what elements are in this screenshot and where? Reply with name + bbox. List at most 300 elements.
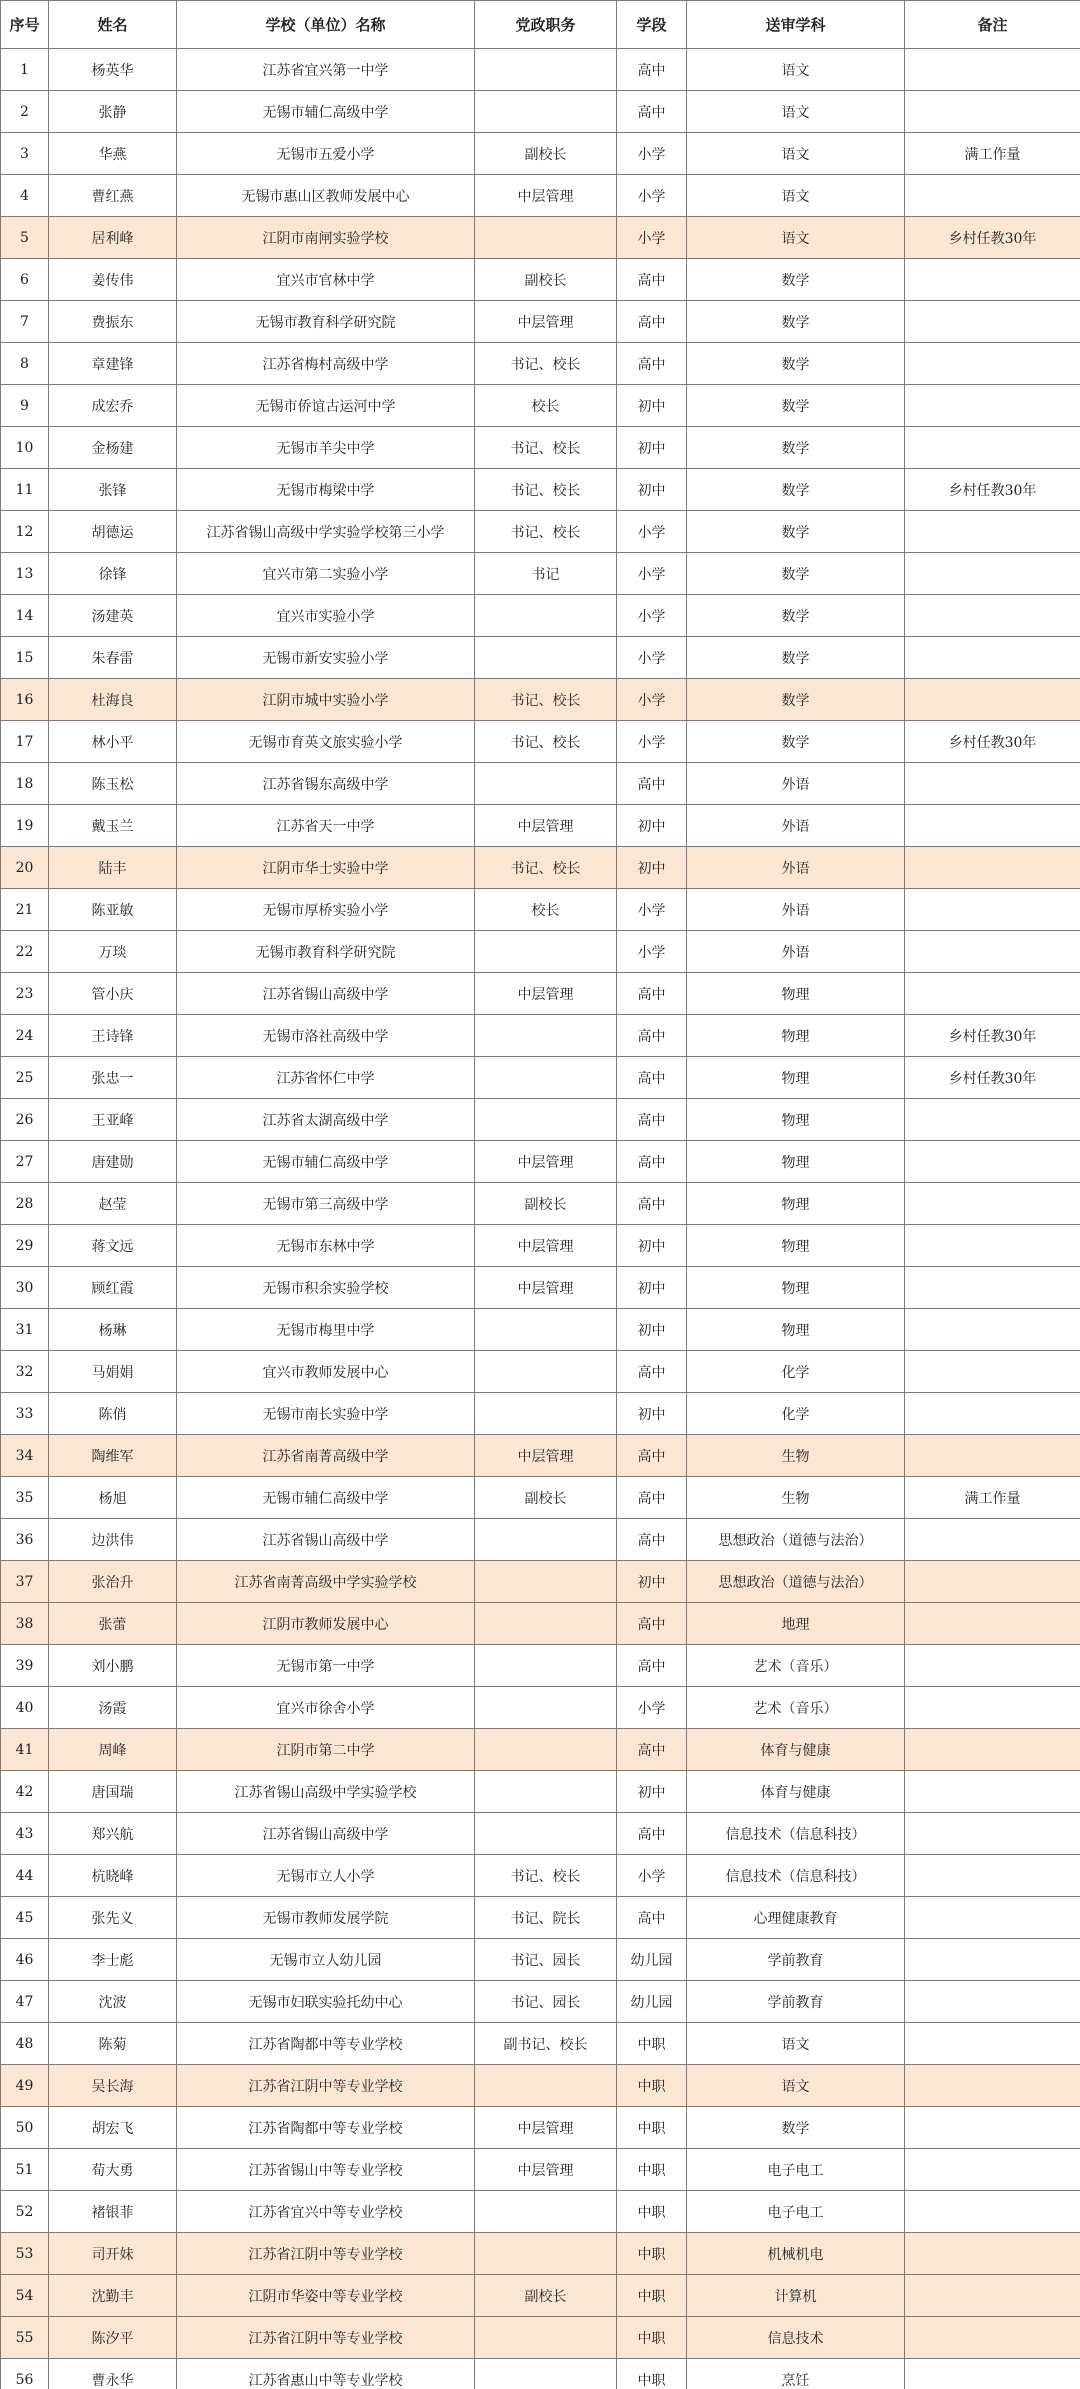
cell-post: 书记、校长 — [475, 847, 617, 889]
cell-no: 40 — [1, 1687, 49, 1729]
cell-no: 7 — [1, 301, 49, 343]
cell-school: 无锡市教育科学研究院 — [177, 931, 475, 973]
cell-note — [905, 427, 1080, 469]
cell-no: 27 — [1, 1141, 49, 1183]
cell-note — [905, 259, 1080, 301]
cell-stage: 小学 — [617, 133, 687, 175]
cell-post: 书记、校长 — [475, 427, 617, 469]
cell-no: 26 — [1, 1099, 49, 1141]
cell-subject: 外语 — [687, 763, 905, 805]
cell-no: 49 — [1, 2065, 49, 2107]
cell-subject: 语文 — [687, 49, 905, 91]
cell-school: 江苏省江阴中等专业学校 — [177, 2233, 475, 2275]
table-row — [1, 1267, 1080, 1309]
cell-name: 曹红燕 — [49, 175, 177, 217]
cell-no: 41 — [1, 1729, 49, 1771]
cell-note: 乡村任教30年 — [905, 1057, 1080, 1099]
cell-note — [905, 1141, 1080, 1183]
table-row — [1, 2107, 1080, 2149]
cell-stage: 高中 — [617, 1477, 687, 1519]
table-row — [1, 1183, 1080, 1225]
table-row — [1, 1141, 1080, 1183]
cell-stage: 小学 — [617, 511, 687, 553]
cell-name: 唐建勋 — [49, 1141, 177, 1183]
cell-name: 顾红霞 — [49, 1267, 177, 1309]
cell-name: 朱春雷 — [49, 637, 177, 679]
cell-school: 无锡市南长实验中学 — [177, 1393, 475, 1435]
header-note: 备注 — [905, 1, 1080, 49]
cell-name: 杨琳 — [49, 1309, 177, 1351]
table-row — [1, 133, 1080, 175]
cell-note — [905, 2233, 1080, 2275]
table-row — [1, 1645, 1080, 1687]
cell-stage: 高中 — [617, 91, 687, 133]
table-row — [1, 1099, 1080, 1141]
cell-note — [905, 847, 1080, 889]
cell-no: 14 — [1, 595, 49, 637]
cell-stage: 高中 — [617, 1183, 687, 1225]
cell-note: 乡村任教30年 — [905, 469, 1080, 511]
cell-note — [905, 343, 1080, 385]
cell-school: 宜兴市徐舍小学 — [177, 1687, 475, 1729]
cell-post: 副校长 — [475, 259, 617, 301]
cell-school: 无锡市五爱小学 — [177, 133, 475, 175]
table-row — [1, 553, 1080, 595]
cell-note — [905, 1309, 1080, 1351]
cell-no: 20 — [1, 847, 49, 889]
cell-post: 副校长 — [475, 133, 617, 175]
table-row — [1, 511, 1080, 553]
cell-stage: 幼儿园 — [617, 1981, 687, 2023]
cell-subject: 信息技术（信息科技） — [687, 1855, 905, 1897]
cell-name: 沈勤丰 — [49, 2275, 177, 2317]
cell-name: 张忠一 — [49, 1057, 177, 1099]
cell-stage: 高中 — [617, 1015, 687, 1057]
table-row — [1, 1393, 1080, 1435]
cell-post: 校长 — [475, 889, 617, 931]
cell-school: 无锡市东林中学 — [177, 1225, 475, 1267]
cell-school: 江苏省锡山中等专业学校 — [177, 2149, 475, 2191]
cell-stage: 初中 — [617, 385, 687, 427]
cell-school: 无锡市育英文旅实验小学 — [177, 721, 475, 763]
cell-stage: 中职 — [617, 2275, 687, 2317]
cell-subject: 数学 — [687, 385, 905, 427]
cell-school: 江阴市华姿中等专业学校 — [177, 2275, 475, 2317]
table-row — [1, 1603, 1080, 1645]
cell-subject: 数学 — [687, 427, 905, 469]
table-row — [1, 2023, 1080, 2065]
cell-school: 无锡市新安实验小学 — [177, 637, 475, 679]
cell-name: 杨英华 — [49, 49, 177, 91]
cell-stage: 中职 — [617, 2023, 687, 2065]
cell-school: 无锡市惠山区教师发展中心 — [177, 175, 475, 217]
cell-subject: 机械机电 — [687, 2233, 905, 2275]
cell-post — [475, 1561, 617, 1603]
cell-note — [905, 805, 1080, 847]
cell-post: 中层管理 — [475, 301, 617, 343]
cell-name: 胡德运 — [49, 511, 177, 553]
cell-no: 10 — [1, 427, 49, 469]
cell-post: 书记、校长 — [475, 679, 617, 721]
table-row — [1, 1309, 1080, 1351]
cell-post — [475, 217, 617, 259]
cell-note — [905, 931, 1080, 973]
cell-stage: 中职 — [617, 2149, 687, 2191]
cell-note — [905, 301, 1080, 343]
cell-name: 刘小鹏 — [49, 1645, 177, 1687]
cell-name: 金杨建 — [49, 427, 177, 469]
cell-subject: 语文 — [687, 2065, 905, 2107]
cell-school: 江苏省陶都中等专业学校 — [177, 2107, 475, 2149]
table-row — [1, 1939, 1080, 1981]
cell-school: 无锡市辅仁高级中学 — [177, 1477, 475, 1519]
cell-subject: 数学 — [687, 2107, 905, 2149]
table-row — [1, 427, 1080, 469]
cell-subject: 信息技术 — [687, 2317, 905, 2359]
cell-no: 47 — [1, 1981, 49, 2023]
cell-stage: 中职 — [617, 2233, 687, 2275]
cell-no: 24 — [1, 1015, 49, 1057]
cell-name: 戴玉兰 — [49, 805, 177, 847]
cell-no: 2 — [1, 91, 49, 133]
cell-post — [475, 1519, 617, 1561]
table-row — [1, 847, 1080, 889]
cell-no: 12 — [1, 511, 49, 553]
cell-school: 江苏省锡山高级中学实验学校第三小学 — [177, 511, 475, 553]
cell-name: 张蕾 — [49, 1603, 177, 1645]
cell-no: 56 — [1, 2359, 49, 2389]
cell-subject: 信息技术（信息科技） — [687, 1813, 905, 1855]
cell-post — [475, 2191, 617, 2233]
cell-name: 姜传伟 — [49, 259, 177, 301]
cell-name: 华燕 — [49, 133, 177, 175]
cell-school: 无锡市立人幼儿园 — [177, 1939, 475, 1981]
cell-school: 无锡市洛社高级中学 — [177, 1015, 475, 1057]
cell-note — [905, 2149, 1080, 2191]
cell-stage: 小学 — [617, 553, 687, 595]
cell-post — [475, 595, 617, 637]
table-row — [1, 1561, 1080, 1603]
cell-post — [475, 1099, 617, 1141]
cell-stage: 高中 — [617, 49, 687, 91]
cell-post — [475, 2359, 617, 2389]
cell-name: 万琰 — [49, 931, 177, 973]
cell-name: 王诗锋 — [49, 1015, 177, 1057]
cell-stage: 高中 — [617, 259, 687, 301]
table-row — [1, 1225, 1080, 1267]
cell-note: 满工作量 — [905, 133, 1080, 175]
header-post: 党政职务 — [475, 1, 617, 49]
cell-stage: 高中 — [617, 763, 687, 805]
cell-no: 50 — [1, 2107, 49, 2149]
cell-no: 6 — [1, 259, 49, 301]
cell-post: 书记、园长 — [475, 1981, 617, 2023]
cell-stage: 高中 — [617, 343, 687, 385]
table-row — [1, 721, 1080, 763]
cell-subject: 物理 — [687, 1099, 905, 1141]
cell-post — [475, 91, 617, 133]
cell-school: 江苏省陶都中等专业学校 — [177, 2023, 475, 2065]
table-row — [1, 175, 1080, 217]
cell-name: 陈汐平 — [49, 2317, 177, 2359]
cell-name: 陈俏 — [49, 1393, 177, 1435]
cell-school: 无锡市积余实验学校 — [177, 1267, 475, 1309]
cell-stage: 高中 — [617, 1729, 687, 1771]
cell-note — [905, 1561, 1080, 1603]
cell-name: 陆丰 — [49, 847, 177, 889]
cell-stage: 中职 — [617, 2065, 687, 2107]
cell-school: 无锡市厚桥实验小学 — [177, 889, 475, 931]
cell-post — [475, 1015, 617, 1057]
table-row — [1, 1351, 1080, 1393]
table-row — [1, 889, 1080, 931]
cell-subject: 物理 — [687, 1309, 905, 1351]
table-row — [1, 1855, 1080, 1897]
cell-note — [905, 2275, 1080, 2317]
cell-stage: 初中 — [617, 1771, 687, 1813]
cell-stage: 初中 — [617, 1225, 687, 1267]
cell-subject: 物理 — [687, 1015, 905, 1057]
cell-post — [475, 49, 617, 91]
cell-post: 中层管理 — [475, 805, 617, 847]
cell-no: 33 — [1, 1393, 49, 1435]
cell-school: 江苏省锡东高级中学 — [177, 763, 475, 805]
cell-note — [905, 1351, 1080, 1393]
cell-name: 居利峰 — [49, 217, 177, 259]
cell-name: 陈玉松 — [49, 763, 177, 805]
cell-name: 杜海良 — [49, 679, 177, 721]
cell-no: 34 — [1, 1435, 49, 1477]
cell-stage: 中职 — [617, 2191, 687, 2233]
cell-note — [905, 2359, 1080, 2389]
cell-subject: 艺术（音乐） — [687, 1645, 905, 1687]
table-row — [1, 2233, 1080, 2275]
cell-subject: 外语 — [687, 889, 905, 931]
cell-note — [905, 889, 1080, 931]
cell-school: 江苏省南菁高级中学实验学校 — [177, 1561, 475, 1603]
cell-school: 无锡市梅梁中学 — [177, 469, 475, 511]
cell-post — [475, 1603, 617, 1645]
cell-subject: 物理 — [687, 1183, 905, 1225]
cell-subject: 学前教育 — [687, 1981, 905, 2023]
cell-post: 书记、校长 — [475, 511, 617, 553]
cell-stage: 高中 — [617, 1813, 687, 1855]
cell-post — [475, 931, 617, 973]
cell-no: 37 — [1, 1561, 49, 1603]
table-row — [1, 1813, 1080, 1855]
table-row — [1, 1687, 1080, 1729]
cell-subject: 生物 — [687, 1477, 905, 1519]
cell-school: 无锡市羊尖中学 — [177, 427, 475, 469]
header-row — [1, 1, 1080, 49]
cell-post — [475, 2233, 617, 2275]
cell-no: 42 — [1, 1771, 49, 1813]
cell-no: 38 — [1, 1603, 49, 1645]
cell-stage: 初中 — [617, 805, 687, 847]
cell-subject: 地理 — [687, 1603, 905, 1645]
table-row — [1, 1729, 1080, 1771]
cell-school: 无锡市立人小学 — [177, 1855, 475, 1897]
cell-subject: 外语 — [687, 931, 905, 973]
cell-note: 满工作量 — [905, 1477, 1080, 1519]
cell-no: 25 — [1, 1057, 49, 1099]
cell-note — [905, 385, 1080, 427]
table-row — [1, 385, 1080, 427]
table-row — [1, 1771, 1080, 1813]
cell-post: 中层管理 — [475, 1267, 617, 1309]
cell-post: 中层管理 — [475, 973, 617, 1015]
cell-stage: 小学 — [617, 889, 687, 931]
cell-name: 周峰 — [49, 1729, 177, 1771]
cell-name: 费振东 — [49, 301, 177, 343]
cell-note — [905, 1645, 1080, 1687]
cell-stage: 初中 — [617, 1561, 687, 1603]
cell-subject: 烹饪 — [687, 2359, 905, 2389]
cell-no: 53 — [1, 2233, 49, 2275]
header-stage: 学段 — [617, 1, 687, 49]
cell-note: 乡村任教30年 — [905, 721, 1080, 763]
cell-name: 曹永华 — [49, 2359, 177, 2389]
cell-school: 宜兴市教师发展中心 — [177, 1351, 475, 1393]
table-row — [1, 931, 1080, 973]
table-row — [1, 1981, 1080, 2023]
cell-note — [905, 1981, 1080, 2023]
cell-school: 宜兴市官林中学 — [177, 259, 475, 301]
cell-post: 书记、校长 — [475, 721, 617, 763]
cell-subject: 数学 — [687, 721, 905, 763]
cell-post: 书记、校长 — [475, 469, 617, 511]
cell-note — [905, 2107, 1080, 2149]
table-row — [1, 1897, 1080, 1939]
cell-stage: 初中 — [617, 427, 687, 469]
table-row — [1, 91, 1080, 133]
cell-subject: 艺术（音乐） — [687, 1687, 905, 1729]
cell-post: 中层管理 — [475, 175, 617, 217]
cell-school: 江苏省锡山高级中学实验学校 — [177, 1771, 475, 1813]
cell-school: 江阴市城中实验小学 — [177, 679, 475, 721]
cell-name: 王亚峰 — [49, 1099, 177, 1141]
cell-post: 副校长 — [475, 1477, 617, 1519]
cell-note — [905, 1897, 1080, 1939]
cell-no: 29 — [1, 1225, 49, 1267]
cell-post — [475, 1771, 617, 1813]
cell-note — [905, 2191, 1080, 2233]
cell-post: 书记、园长 — [475, 1939, 617, 1981]
table-row — [1, 637, 1080, 679]
cell-name: 成宏乔 — [49, 385, 177, 427]
table-row — [1, 595, 1080, 637]
cell-name: 陈亚敏 — [49, 889, 177, 931]
cell-note — [905, 1519, 1080, 1561]
cell-post: 书记、院长 — [475, 1897, 617, 1939]
cell-note — [905, 2023, 1080, 2065]
cell-subject: 物理 — [687, 1057, 905, 1099]
cell-no: 45 — [1, 1897, 49, 1939]
cell-school: 江苏省锡山高级中学 — [177, 973, 475, 1015]
cell-stage: 小学 — [617, 721, 687, 763]
header-name: 姓名 — [49, 1, 177, 49]
cell-stage: 初中 — [617, 1309, 687, 1351]
cell-post — [475, 1309, 617, 1351]
cell-name: 徐锋 — [49, 553, 177, 595]
cell-no: 35 — [1, 1477, 49, 1519]
cell-subject: 化学 — [687, 1393, 905, 1435]
cell-post: 书记、校长 — [475, 1855, 617, 1897]
cell-note — [905, 763, 1080, 805]
cell-stage: 高中 — [617, 301, 687, 343]
cell-stage: 高中 — [617, 1519, 687, 1561]
cell-post: 书记、校长 — [475, 343, 617, 385]
table-row — [1, 1477, 1080, 1519]
table-row — [1, 2275, 1080, 2317]
cell-post — [475, 763, 617, 805]
cell-subject: 数学 — [687, 301, 905, 343]
cell-no: 13 — [1, 553, 49, 595]
cell-school: 无锡市侨谊古运河中学 — [177, 385, 475, 427]
cell-no: 23 — [1, 973, 49, 1015]
cell-name: 胡宏飞 — [49, 2107, 177, 2149]
cell-subject: 体育与健康 — [687, 1771, 905, 1813]
table-row — [1, 343, 1080, 385]
cell-stage: 幼儿园 — [617, 1939, 687, 1981]
cell-subject: 电子电工 — [687, 2191, 905, 2233]
cell-post — [475, 1393, 617, 1435]
cell-subject: 电子电工 — [687, 2149, 905, 2191]
cell-stage: 高中 — [617, 1141, 687, 1183]
cell-post: 书记 — [475, 553, 617, 595]
table-row — [1, 2191, 1080, 2233]
cell-school: 江苏省江阴中等专业学校 — [177, 2317, 475, 2359]
cell-stage: 小学 — [617, 1855, 687, 1897]
cell-stage: 高中 — [617, 1897, 687, 1939]
cell-subject: 数学 — [687, 511, 905, 553]
cell-subject: 生物 — [687, 1435, 905, 1477]
cell-post: 中层管理 — [475, 1225, 617, 1267]
cell-no: 16 — [1, 679, 49, 721]
cell-name: 蒋文远 — [49, 1225, 177, 1267]
cell-subject: 思想政治（道德与法治） — [687, 1519, 905, 1561]
cell-subject: 数学 — [687, 469, 905, 511]
cell-stage: 小学 — [617, 679, 687, 721]
cell-note — [905, 1687, 1080, 1729]
cell-post: 校长 — [475, 385, 617, 427]
header-no: 序号 — [1, 1, 49, 49]
cell-stage: 高中 — [617, 1057, 687, 1099]
table-row — [1, 1057, 1080, 1099]
cell-post: 中层管理 — [475, 1141, 617, 1183]
cell-no: 18 — [1, 763, 49, 805]
cell-subject: 数学 — [687, 595, 905, 637]
cell-school: 江阴市华士实验中学 — [177, 847, 475, 889]
table-row — [1, 469, 1080, 511]
cell-note: 乡村任教30年 — [905, 217, 1080, 259]
cell-stage: 小学 — [617, 931, 687, 973]
cell-school: 江苏省江阴中等专业学校 — [177, 2065, 475, 2107]
cell-stage: 小学 — [617, 595, 687, 637]
cell-note — [905, 91, 1080, 133]
cell-stage: 高中 — [617, 1603, 687, 1645]
cell-name: 汤霞 — [49, 1687, 177, 1729]
cell-no: 51 — [1, 2149, 49, 2191]
cell-no: 1 — [1, 49, 49, 91]
cell-school: 无锡市妇联实验托幼中心 — [177, 1981, 475, 2023]
cell-no: 30 — [1, 1267, 49, 1309]
cell-no: 46 — [1, 1939, 49, 1981]
cell-name: 陈菊 — [49, 2023, 177, 2065]
cell-school: 无锡市第三高级中学 — [177, 1183, 475, 1225]
table-row — [1, 301, 1080, 343]
header-school: 学校（单位）名称 — [177, 1, 475, 49]
